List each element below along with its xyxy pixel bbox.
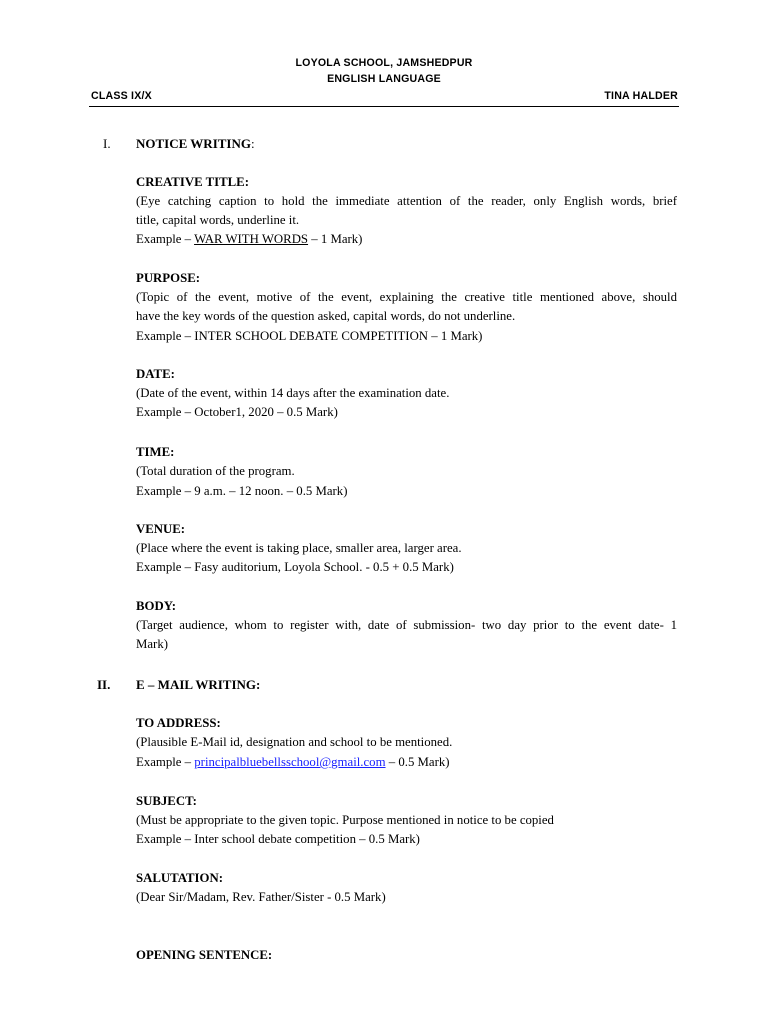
purpose-desc-line2: have the key words of the question asked, capital words, do not underline. [136, 309, 516, 323]
creative-title-example: Example – WAR WITH WORDS – 1 Mark) [136, 232, 363, 246]
teacher-name: TINA HALDER [604, 90, 678, 102]
creative-title-desc-line1: (Eye catching caption to hold the immediate attention of the reader, only English words, brief [136, 194, 677, 208]
to-address-heading: TO ADDRESS: [136, 716, 221, 730]
salutation-desc: (Dear Sir/Madam, Rev. Father/Sister - 0.5 Mark) [136, 890, 386, 904]
body-desc-line2: Mark) [136, 637, 168, 651]
date-heading: DATE: [136, 367, 175, 381]
date-example: Example – October1, 2020 – 0.5 Mark) [136, 405, 338, 419]
subject-heading: SUBJECT: [136, 794, 197, 808]
creative-title-heading: CREATIVE TITLE: [136, 175, 249, 189]
class-label: CLASS IX/X [91, 90, 152, 102]
body-desc-line1: (Target audience, whom to register with, date of submission- two day prior to the event date- 1 [136, 618, 677, 632]
venue-heading: VENUE: [136, 522, 186, 536]
header-divider [89, 106, 679, 107]
section-title: NOTICE WRITING: [136, 136, 255, 151]
venue-example: Example – Fasy auditorium, Loyola School. - 0.5 + 0.5 Mark) [136, 560, 454, 574]
subject-name: ENGLISH LANGUAGE [327, 73, 441, 85]
date-desc: (Date of the event, within 14 days after the examination date. [136, 386, 450, 400]
time-heading: TIME: [136, 445, 175, 459]
section-number: II. [97, 677, 111, 692]
to-address-desc: (Plausible E-Mail id, designation and school to be mentioned. [136, 735, 453, 749]
to-address-example: Example – principalbluebellsschool@gmail.com – 0.5 Mark) [136, 755, 450, 769]
subject-desc: (Must be appropriate to the given topic. Purpose mentioned in notice to be copied [136, 813, 554, 827]
opening-sentence-heading: OPENING SENTENCE: [136, 948, 273, 962]
school-name: LOYOLA SCHOOL, JAMSHEDPUR [295, 57, 473, 69]
purpose-desc-line1: (Topic of the event, motive of the event, explaining the creative title mentioned above, should [136, 290, 677, 304]
underlined-example-title: WAR WITH WORDS [194, 232, 309, 246]
salutation-heading: SALUTATION: [136, 871, 223, 885]
body-heading: BODY: [136, 599, 177, 613]
example-email-link[interactable]: principalbluebellsschool@gmail.com [194, 755, 386, 769]
venue-desc: (Place where the event is taking place, smaller area, larger area. [136, 541, 462, 555]
time-example: Example – 9 a.m. – 12 noon. – 0.5 Mark) [136, 484, 348, 498]
section-title: E – MAIL WRITING: [136, 677, 261, 692]
creative-title-desc-line2: title, capital words, underline it. [136, 213, 300, 227]
subject-example: Example – Inter school debate competition – 0.5 Mark) [136, 832, 420, 846]
time-desc: (Total duration of the program. [136, 464, 295, 478]
purpose-heading: PURPOSE: [136, 271, 200, 285]
section-number: I. [103, 136, 111, 151]
purpose-example: Example – INTER SCHOOL DEBATE COMPETITION – 1 Mark) [136, 329, 483, 343]
